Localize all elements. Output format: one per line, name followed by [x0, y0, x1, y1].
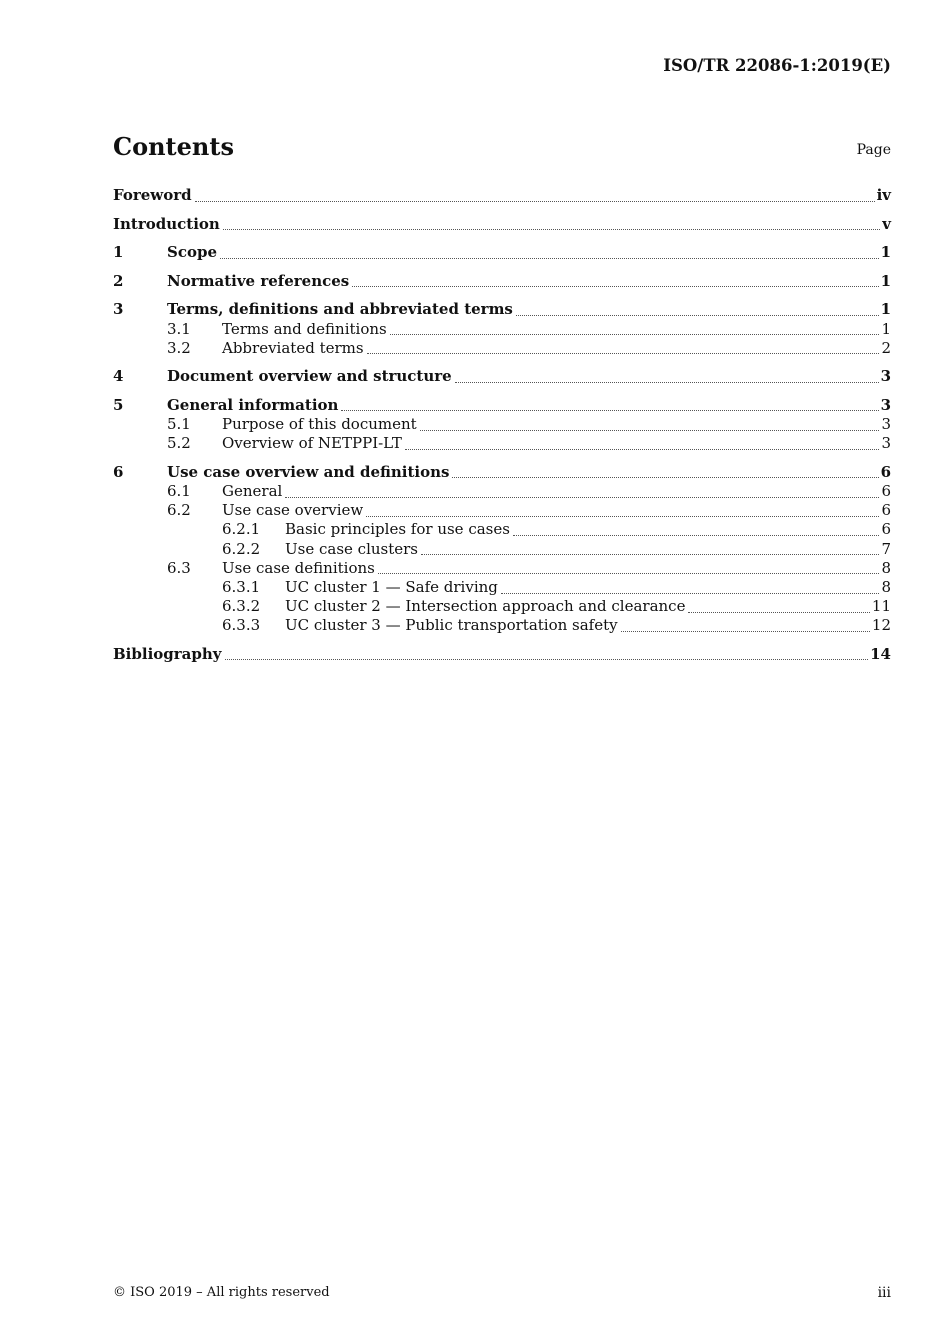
- toc-entry-page: 11: [871, 597, 891, 616]
- table-of-contents: [113, 186, 891, 664]
- toc-entry-page: 8: [881, 577, 891, 596]
- toc-entry-page: iv: [876, 186, 891, 204]
- toc-entry-page: 1: [880, 300, 891, 319]
- toc-entry-general-information[interactable]: [113, 396, 891, 415]
- dot-leader: [285, 496, 879, 498]
- toc-entry-number: 4: [113, 367, 124, 386]
- toc-entry-title: Scope: [167, 243, 218, 262]
- toc-entry-title: Basic principles for use cases: [285, 520, 510, 539]
- dot-leader: [688, 611, 869, 613]
- toc-entry-uc-cluster-1[interactable]: [113, 578, 891, 597]
- toc-entry-page: 6: [880, 462, 891, 481]
- toc-entry-page: 3: [880, 395, 891, 414]
- toc-entry-title: Use case overview and definitions: [167, 462, 450, 481]
- dot-leader: [366, 515, 879, 517]
- toc-entry-bibliography[interactable]: [113, 645, 891, 664]
- toc-entry-title: Terms, definitions and abbreviated terms: [167, 300, 513, 319]
- dot-leader: [455, 381, 879, 383]
- toc-entry-page: 1: [880, 271, 891, 290]
- toc-entry-page: 8: [881, 558, 891, 577]
- toc-entry-title: Document overview and structure: [167, 367, 452, 386]
- toc-entry-number: 6.2.1: [222, 520, 261, 539]
- toc-entry-page: 14: [870, 644, 891, 663]
- toc-entry-introduction[interactable]: [113, 215, 891, 234]
- dot-leader: [390, 333, 880, 335]
- toc-entry-title: Purpose of this document: [222, 415, 417, 434]
- dot-leader: [516, 314, 879, 316]
- toc-entry-title: Introduction: [113, 214, 220, 233]
- toc-entry-page: 3: [881, 434, 891, 453]
- toc-entry-title: General: [222, 481, 283, 500]
- toc-entry-document-overview[interactable]: [113, 367, 891, 386]
- toc-entry-page: 6: [881, 481, 891, 500]
- toc-entry-general[interactable]: [113, 482, 891, 501]
- toc-entry-number: 6.2: [167, 501, 191, 520]
- toc-entry-scope[interactable]: [113, 243, 891, 262]
- toc-entry-purpose[interactable]: [113, 415, 891, 434]
- toc-entry-title: Use case definitions: [222, 558, 375, 577]
- toc-entry-number: 5: [113, 395, 124, 414]
- toc-entry-title: Abbreviated terms: [222, 338, 364, 357]
- toc-entry-title: Terms and definitions: [222, 319, 387, 338]
- toc-entry-use-case-overview[interactable]: [113, 501, 891, 520]
- toc-entry-title: UC cluster 1 — Safe driving: [285, 577, 498, 596]
- toc-entry-use-case-definitions[interactable]: [113, 559, 891, 578]
- toc-entry-page: v: [882, 214, 891, 233]
- toc-entry-number: 6.1: [167, 481, 191, 500]
- toc-entry-title: Normative references: [167, 271, 350, 290]
- dot-leader: [367, 352, 880, 354]
- copyright-notice: © ISO 2019 – All rights reserved: [113, 1285, 330, 1300]
- toc-entry-normative-references[interactable]: [113, 272, 891, 291]
- toc-entry-use-case-overview-definitions[interactable]: [113, 463, 891, 482]
- dot-leader: [501, 592, 880, 594]
- toc-entry-overview-netppi[interactable]: [113, 434, 891, 453]
- dot-leader: [420, 429, 880, 431]
- toc-entry-number: 5.2: [167, 434, 191, 453]
- toc-entry-title: UC cluster 2 — Intersection approach and clearance: [285, 597, 686, 616]
- toc-entry-number: 1: [113, 243, 124, 262]
- toc-entry-number: 6.3.3: [222, 616, 261, 635]
- toc-entry-page: 3: [880, 367, 891, 386]
- toc-entry-page: 3: [881, 415, 891, 434]
- dot-leader: [405, 448, 880, 450]
- document-id: ISO/TR 22086-1:2019(E): [663, 56, 891, 75]
- toc-entry-page: 1: [881, 319, 891, 338]
- dot-leader: [220, 257, 879, 259]
- toc-entry-title: Foreword: [113, 186, 192, 204]
- contents-title: Contents: [113, 132, 234, 161]
- toc-entry-number: 6.3.1: [222, 577, 261, 596]
- dot-leader: [621, 630, 870, 632]
- toc-entry-page: 12: [871, 616, 891, 635]
- toc-entry-number: 6.3: [167, 558, 191, 577]
- toc-entry-title: Use case overview: [222, 501, 364, 520]
- dot-leader: [452, 476, 878, 478]
- dot-leader: [223, 228, 880, 230]
- toc-entry-uc-cluster-2[interactable]: [113, 597, 891, 616]
- dot-leader: [352, 285, 878, 287]
- toc-entry-page: 7: [881, 539, 891, 558]
- toc-entry-page: 2: [881, 338, 891, 357]
- toc-entry-basic-principles[interactable]: [113, 520, 891, 539]
- dot-leader: [341, 409, 878, 411]
- page-number: iii: [877, 1285, 891, 1301]
- dot-leader: [378, 572, 880, 574]
- page-footer: [113, 1285, 891, 1303]
- page-column-label: Page: [856, 142, 891, 158]
- dot-leader: [225, 658, 869, 660]
- toc-entry-title: Use case clusters: [285, 539, 419, 558]
- toc-entry-number: 6.2.2: [222, 539, 261, 558]
- contents-heading-row: [113, 132, 891, 164]
- toc-entry-number: 3.2: [167, 338, 191, 357]
- toc-entry-number: 6: [113, 462, 124, 481]
- toc-entry-title: Overview of NETPPI-LT: [222, 434, 402, 453]
- toc-entry-abbreviated-terms[interactable]: [113, 339, 891, 358]
- toc-entry-number: 3: [113, 300, 124, 319]
- dot-leader: [195, 200, 875, 202]
- toc-entry-number: 5.1: [167, 415, 191, 434]
- toc-entry-foreword[interactable]: [113, 186, 891, 205]
- toc-entry-title: UC cluster 3 — Public transportation safety: [285, 616, 618, 635]
- toc-entry-page: 1: [880, 243, 891, 262]
- toc-entry-title: Bibliography: [113, 644, 222, 663]
- toc-entry-terms-and-definitions[interactable]: [113, 320, 891, 339]
- toc-entry-page: 6: [881, 520, 891, 539]
- dot-leader: [421, 553, 879, 555]
- toc-entry-page: 6: [881, 501, 891, 520]
- toc-entry-title: General information: [167, 395, 339, 414]
- toc-entry-terms[interactable]: [113, 300, 891, 319]
- dot-leader: [513, 534, 880, 536]
- toc-entry-number: 6.3.2: [222, 597, 261, 616]
- toc-entry-uc-cluster-3[interactable]: [113, 616, 891, 635]
- toc-entry-number: 2: [113, 271, 124, 290]
- toc-entry-use-case-clusters[interactable]: [113, 540, 891, 559]
- toc-entry-number: 3.1: [167, 319, 191, 338]
